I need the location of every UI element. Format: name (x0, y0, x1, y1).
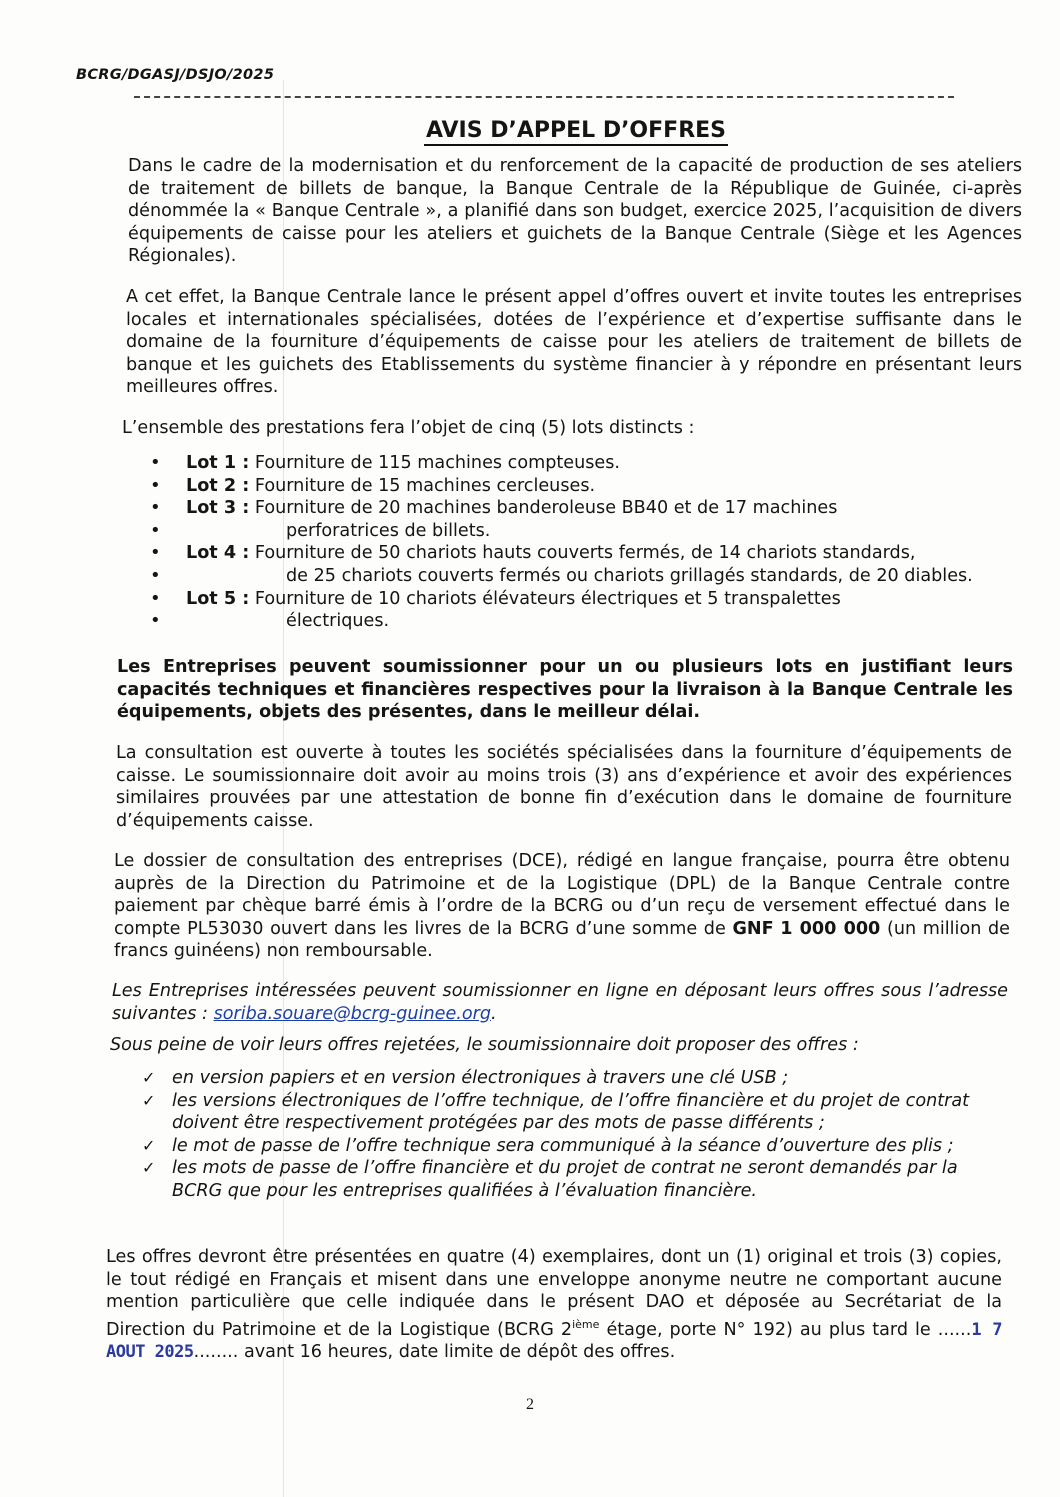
list-item (150, 520, 1020, 543)
lot-continuation: perforatrices de billets. (286, 520, 491, 541)
list-item: ✓ les versions électroniques de l’offre technique, de l’offre financière et du projet de contrat doivent être respectivement protégées par des mots de passe différents ; (140, 1090, 1010, 1135)
lot-text: Fourniture de 20 machines banderoleuse BB40 et de 17 machines (254, 498, 838, 519)
requirements-list (140, 1067, 1010, 1203)
lot-label: Lot 3 : (186, 498, 250, 519)
lot-text: Fourniture de 10 chariots élévateurs électriques et 5 transpalettes (254, 588, 841, 609)
paragraph-lots-intro: L’ensemble des prestations fera l’objet de cinq (5) lots distincts : (122, 418, 695, 438)
lot-continuation: électriques. (286, 611, 390, 632)
paragraph-consultation: La consultation est ouverte à toutes les sociétés spécialisées dans la fourniture d’équipements de caisse. Le soumissionnaire doit avoir au moins trois (3) ans d’expérience et avoir des expériences similaires prouvées par une attestation de bonne fin d’exécution dans le domaine de fourniture d’équipements caisse. (116, 743, 1012, 831)
dce-text-end: (un million de francs guinéens) non remboursable. (114, 918, 1010, 962)
paragraph-invitation: A cet effet, la Banque Centrale lance le présent appel d’offres ouvert et invite toutes les entreprises locales et internationales spécialisées, dotées de l’expérience et d’expertise suffisante dans le domaine de la fourniture d’équipements de caisse pour les ateliers de traitement de billets de banque et les guichets des Etablissements du système financier à y répondre en présentant leurs meilleures offres. (126, 287, 1022, 398)
format-text-3: avant 16 heures, date limite de dépôt des offres. (238, 1342, 676, 1363)
format-text-2: étage, porte N° 192) au plus tard le (599, 1319, 938, 1340)
list-item (150, 542, 1020, 565)
list-item: ✓ en version papiers et en version électroniques à travers une clé USB ; (140, 1067, 1010, 1090)
list-item (150, 610, 1020, 633)
paragraph-submission-format (106, 1246, 1002, 1364)
reference-number: BCRG/DGASJ/DSJO/2025 (76, 67, 275, 83)
paragraph-intro: Dans le cadre de la modernisation et du renforcement de la capacité de production de ses ateliers de traitement de billets de banque, la Banque Centrale de la République de Guinée, ci-après dénommée la « Banque Centrale », a planifié dans son budget, exercice 2025, l’acquisition de divers équipements de caisse pour les ateliers et guichets de la Banque Centrale (Siège et les Agences Régionales). (128, 156, 1022, 267)
lot-label: Lot 5 : (186, 588, 250, 609)
page-title (0, 118, 1060, 143)
title-text: AVIS D’APPEL D’OFFRES (424, 118, 728, 146)
currency-label: GNF (732, 918, 774, 939)
page-number: 2 (526, 1396, 534, 1413)
floor-superscript: ième (572, 1317, 600, 1331)
email-link[interactable]: soriba.souare@bcrg-guinee.org (213, 1003, 492, 1024)
amount-value: 1 000 000 (780, 918, 881, 939)
list-item: ✓ les mots de passe de l’offre financière et du projet de contrat ne seront demandés par la BCRG que pour les entreprises qualifiées à l’évaluation financière. (140, 1157, 1010, 1202)
deadline-date-stamp: 1 7 AOUT 2025 (106, 1319, 1002, 1363)
list-item (150, 588, 1020, 611)
lots-list (150, 452, 1020, 633)
paragraph-bidding-conditions: Les Entreprises peuvent soumissionner pour un ou plusieurs lots en justifiant leurs capacités techniques et financières respectives pour la livraison à la Banque Centrale les équipements, objets des présentes, dans le meilleur délai. (117, 657, 1013, 723)
lot-label: Lot 1 : (186, 453, 250, 473)
format-text: Les offres devront être présentées en quatre (4) exemplaires, dont un (1) original et trois (3) copies, le tout rédigé en Français et misent dans une enveloppe anonyme neutre ne comportant aucune mention particulière que celle indiquée dans le présent DAO et déposée au Secrétariat de la Direction du Patrimoine et de la Logistique (BCRG 2 (106, 1247, 1002, 1340)
list-item (150, 497, 1020, 520)
lot-label: Lot 2 : (186, 475, 250, 496)
date-dots: ........ (193, 1342, 239, 1363)
list-item: ✓ le mot de passe de l’offre technique sera communiqué à la séance d’ouverture des plis ; (140, 1135, 1010, 1158)
list-item (150, 475, 1020, 498)
paragraph-requirements-intro: Sous peine de voir leurs offres rejetées, le soumissionnaire doit proposer des offres : (110, 1035, 859, 1055)
lot-text: Fourniture de 115 machines compteuses. (254, 453, 621, 473)
submission-text: Les Entreprises intéressées peuvent soumissionner en ligne en déposant leurs offres sous l’adresse suivantes : (112, 981, 1008, 1024)
lot-label: Lot 4 : (186, 543, 250, 564)
date-dots: ...... (937, 1319, 972, 1340)
submission-text-end: . (491, 1003, 497, 1024)
lot-continuation: de 25 chariots couverts fermés ou chariots grillagés standards, de 20 diables. (286, 565, 973, 586)
lot-text: Fourniture de 15 machines cercleuses. (254, 475, 596, 496)
paragraph-dce (114, 850, 1010, 963)
dce-text: Le dossier de consultation des entreprises (DCE), rédigé en langue française, pourra être obtenu auprès de la Direction du Patrimoine et de la Logistique (DPL) de la Banque Centrale contre paiement par chèque barré émis à l’ordre de la BCRG ou d’un reçu de versement effectué dans le compte PL53030 ouvert dans les livres de la BCRG d’une somme de (114, 851, 1010, 939)
header-divider (134, 96, 954, 98)
list-item (150, 452, 1020, 475)
lot-text: Fourniture de 50 chariots hauts couverts fermés, de 14 chariots standards, (254, 543, 916, 564)
paragraph-online-submission (112, 980, 1008, 1025)
list-item (150, 565, 1020, 588)
